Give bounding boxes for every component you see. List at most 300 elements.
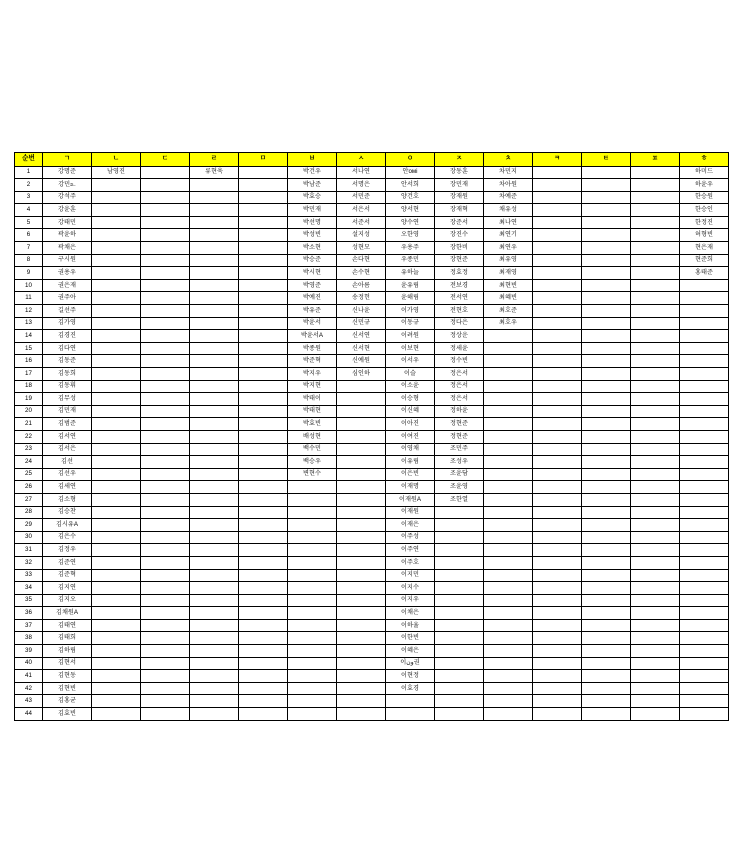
name-cell[interactable]: 김동준 (43, 355, 92, 368)
name-cell[interactable] (680, 544, 729, 557)
name-cell[interactable]: 차아원 (484, 179, 533, 192)
name-cell[interactable]: 서은서 (337, 204, 386, 217)
name-cell[interactable]: 장재혁 (435, 204, 484, 217)
name-cell[interactable] (435, 632, 484, 645)
name-cell[interactable] (582, 708, 631, 721)
name-cell[interactable] (190, 430, 239, 443)
name-cell[interactable] (190, 305, 239, 318)
name-cell[interactable] (631, 582, 680, 595)
column-header-8[interactable]: ㅇ (386, 153, 435, 167)
name-cell[interactable] (92, 380, 141, 393)
name-cell[interactable] (190, 317, 239, 330)
name-cell[interactable] (239, 267, 288, 280)
name-cell[interactable]: 남영진 (92, 166, 141, 179)
name-cell[interactable] (680, 493, 729, 506)
name-cell[interactable] (484, 556, 533, 569)
name-cell[interactable] (92, 368, 141, 381)
name-cell[interactable]: 우용주 (386, 242, 435, 255)
name-cell[interactable]: 김태연 (43, 619, 92, 632)
name-cell[interactable] (631, 305, 680, 318)
name-cell[interactable] (484, 380, 533, 393)
name-cell[interactable] (239, 670, 288, 683)
name-cell[interactable] (582, 582, 631, 595)
name-cell[interactable] (484, 695, 533, 708)
name-cell[interactable]: 이하율 (386, 619, 435, 632)
name-cell[interactable] (484, 393, 533, 406)
name-cell[interactable] (92, 506, 141, 519)
name-cell[interactable] (631, 493, 680, 506)
name-cell[interactable] (582, 594, 631, 607)
name-cell[interactable]: 정세윤 (435, 342, 484, 355)
name-cell[interactable]: 박지우 (288, 368, 337, 381)
name-cell[interactable] (92, 267, 141, 280)
name-cell[interactable] (631, 519, 680, 532)
name-cell[interactable] (484, 418, 533, 431)
name-cell[interactable] (680, 342, 729, 355)
name-cell[interactable]: 최호준 (484, 305, 533, 318)
column-header-6[interactable]: ㅂ (288, 153, 337, 167)
name-cell[interactable] (141, 468, 190, 481)
name-cell[interactable] (92, 191, 141, 204)
name-cell[interactable] (680, 405, 729, 418)
name-cell[interactable] (190, 368, 239, 381)
name-cell[interactable] (484, 430, 533, 443)
name-cell[interactable] (92, 493, 141, 506)
row-number-cell[interactable]: 24 (15, 456, 43, 469)
name-cell[interactable]: 최호우 (484, 317, 533, 330)
row-number-cell[interactable]: 36 (15, 607, 43, 620)
name-cell[interactable] (141, 179, 190, 192)
name-cell[interactable]: 안서희 (386, 179, 435, 192)
name-cell[interactable] (631, 481, 680, 494)
name-cell[interactable] (92, 418, 141, 431)
name-cell[interactable] (631, 229, 680, 242)
row-number-cell[interactable]: 17 (15, 368, 43, 381)
name-cell[interactable] (533, 191, 582, 204)
name-cell[interactable]: 박민재 (288, 204, 337, 217)
name-cell[interactable] (680, 368, 729, 381)
name-cell[interactable] (239, 229, 288, 242)
name-cell[interactable] (680, 317, 729, 330)
name-cell[interactable] (190, 531, 239, 544)
row-number-cell[interactable]: 1 (15, 166, 43, 179)
name-cell[interactable] (582, 657, 631, 670)
name-cell[interactable] (239, 569, 288, 582)
name-cell[interactable] (141, 430, 190, 443)
name-cell[interactable]: 정다은 (435, 317, 484, 330)
name-cell[interactable] (484, 544, 533, 557)
name-cell[interactable]: 권은재 (43, 279, 92, 292)
name-cell[interactable] (239, 355, 288, 368)
name-cell[interactable]: 장진수 (435, 229, 484, 242)
name-cell[interactable] (190, 254, 239, 267)
name-cell[interactable] (435, 607, 484, 620)
name-cell[interactable] (582, 481, 631, 494)
name-cell[interactable] (582, 456, 631, 469)
name-cell[interactable]: 하윤우 (680, 179, 729, 192)
name-cell[interactable] (190, 569, 239, 582)
name-cell[interactable] (141, 632, 190, 645)
name-cell[interactable] (190, 456, 239, 469)
name-cell[interactable] (92, 204, 141, 217)
name-cell[interactable] (582, 368, 631, 381)
name-cell[interactable] (92, 544, 141, 557)
row-number-cell[interactable]: 43 (15, 695, 43, 708)
name-cell[interactable] (631, 242, 680, 255)
name-cell[interactable]: 윤유림 (386, 279, 435, 292)
name-cell[interactable] (288, 645, 337, 658)
name-cell[interactable] (631, 443, 680, 456)
column-header-5[interactable]: ㅁ (239, 153, 288, 167)
name-cell[interactable] (484, 531, 533, 544)
name-cell[interactable] (680, 430, 729, 443)
name-cell[interactable] (239, 493, 288, 506)
name-cell[interactable]: 변현수 (288, 468, 337, 481)
name-cell[interactable] (435, 645, 484, 658)
name-cell[interactable] (141, 342, 190, 355)
name-cell[interactable]: 김지오 (43, 594, 92, 607)
row-number-cell[interactable]: 11 (15, 292, 43, 305)
name-cell[interactable]: 이주성 (386, 531, 435, 544)
name-cell[interactable] (239, 279, 288, 292)
name-cell[interactable]: 안омi (386, 166, 435, 179)
row-number-cell[interactable]: 19 (15, 393, 43, 406)
name-cell[interactable] (631, 418, 680, 431)
name-cell[interactable] (435, 569, 484, 582)
name-cell[interactable]: 현은재 (680, 242, 729, 255)
name-cell[interactable] (239, 380, 288, 393)
name-cell[interactable] (190, 342, 239, 355)
name-cell[interactable]: 김경진 (43, 330, 92, 343)
name-cell[interactable] (141, 481, 190, 494)
name-cell[interactable] (631, 204, 680, 217)
name-cell[interactable] (190, 695, 239, 708)
row-number-cell[interactable]: 23 (15, 443, 43, 456)
name-cell[interactable] (533, 443, 582, 456)
name-cell[interactable] (582, 682, 631, 695)
name-cell[interactable]: 이효경 (386, 682, 435, 695)
row-number-cell[interactable]: 38 (15, 632, 43, 645)
name-cell[interactable]: 장민재 (435, 179, 484, 192)
name-cell[interactable] (680, 468, 729, 481)
name-cell[interactable] (239, 544, 288, 557)
name-cell[interactable] (680, 708, 729, 721)
name-cell[interactable] (92, 657, 141, 670)
row-number-cell[interactable]: 25 (15, 468, 43, 481)
name-cell[interactable] (533, 708, 582, 721)
name-cell[interactable]: 이가영 (386, 305, 435, 318)
name-cell[interactable] (680, 556, 729, 569)
name-cell[interactable] (288, 594, 337, 607)
name-cell[interactable] (680, 670, 729, 683)
name-cell[interactable]: 박선명 (288, 216, 337, 229)
name-cell[interactable] (288, 556, 337, 569)
name-cell[interactable] (582, 493, 631, 506)
name-cell[interactable]: 박효승 (288, 191, 337, 204)
name-cell[interactable] (239, 682, 288, 695)
name-cell[interactable] (386, 695, 435, 708)
name-cell[interactable]: 김준연 (43, 556, 92, 569)
name-cell[interactable]: 권용우 (43, 267, 92, 280)
name-cell[interactable] (631, 216, 680, 229)
name-cell[interactable] (533, 242, 582, 255)
name-cell[interactable] (533, 468, 582, 481)
name-cell[interactable] (680, 393, 729, 406)
name-cell[interactable]: 장현준 (435, 254, 484, 267)
name-cell[interactable] (92, 216, 141, 229)
name-cell[interactable] (141, 569, 190, 582)
name-cell[interactable] (141, 418, 190, 431)
name-cell[interactable] (680, 531, 729, 544)
name-cell[interactable]: 최현빈 (484, 279, 533, 292)
name-cell[interactable]: 백수민 (288, 443, 337, 456)
name-cell[interactable] (190, 670, 239, 683)
name-cell[interactable] (533, 405, 582, 418)
name-cell[interactable] (141, 242, 190, 255)
name-cell[interactable]: 박윤서 (288, 317, 337, 330)
name-cell[interactable] (141, 645, 190, 658)
name-cell[interactable] (435, 695, 484, 708)
name-cell[interactable] (141, 204, 190, 217)
name-cell[interactable]: 심인하 (337, 368, 386, 381)
name-cell[interactable] (141, 544, 190, 557)
name-cell[interactable] (533, 204, 582, 217)
name-cell[interactable] (337, 430, 386, 443)
name-cell[interactable] (239, 254, 288, 267)
name-cell[interactable] (92, 481, 141, 494)
name-cell[interactable]: 김현빈 (43, 682, 92, 695)
row-number-cell[interactable]: 27 (15, 493, 43, 506)
name-cell[interactable] (631, 645, 680, 658)
name-cell[interactable] (484, 657, 533, 670)
name-cell[interactable]: 유하늘 (386, 267, 435, 280)
name-cell[interactable] (582, 443, 631, 456)
name-cell[interactable] (239, 708, 288, 721)
name-cell[interactable] (582, 229, 631, 242)
name-cell[interactable]: 이혜은 (386, 645, 435, 658)
name-cell[interactable] (190, 279, 239, 292)
column-header-14[interactable]: ㅎ (680, 153, 729, 167)
name-cell[interactable] (288, 519, 337, 532)
name-cell[interactable]: 손다현 (337, 254, 386, 267)
name-cell[interactable] (141, 405, 190, 418)
name-cell[interactable] (582, 430, 631, 443)
name-cell[interactable] (484, 493, 533, 506)
name-cell[interactable] (484, 594, 533, 607)
name-cell[interactable]: 박준혁 (288, 355, 337, 368)
name-cell[interactable]: 이재원 (386, 506, 435, 519)
name-cell[interactable]: 이은빈 (386, 468, 435, 481)
name-cell[interactable] (631, 531, 680, 544)
name-cell[interactable] (92, 695, 141, 708)
name-cell[interactable] (582, 317, 631, 330)
name-cell[interactable] (190, 556, 239, 569)
row-number-cell[interactable]: 6 (15, 229, 43, 242)
name-cell[interactable] (141, 456, 190, 469)
name-cell[interactable] (484, 645, 533, 658)
name-cell[interactable] (680, 607, 729, 620)
name-cell[interactable]: 박종원 (288, 342, 337, 355)
name-cell[interactable]: 김현동 (43, 670, 92, 683)
name-cell[interactable]: 길선주 (43, 305, 92, 318)
name-cell[interactable] (288, 682, 337, 695)
name-cell[interactable] (533, 544, 582, 557)
name-cell[interactable] (190, 393, 239, 406)
name-cell[interactable] (288, 657, 337, 670)
name-cell[interactable] (533, 594, 582, 607)
name-cell[interactable]: 장동훈 (435, 166, 484, 179)
name-cell[interactable]: 이려원 (386, 330, 435, 343)
name-cell[interactable] (92, 556, 141, 569)
name-cell[interactable]: 정효정 (435, 267, 484, 280)
name-cell[interactable] (92, 430, 141, 443)
name-cell[interactable]: 김서연 (43, 430, 92, 443)
name-cell[interactable] (582, 242, 631, 255)
row-number-cell[interactable]: 3 (15, 191, 43, 204)
name-cell[interactable] (190, 380, 239, 393)
name-cell[interactable]: 김가영 (43, 317, 92, 330)
name-cell[interactable]: 홍태준 (680, 267, 729, 280)
name-cell[interactable] (582, 254, 631, 267)
name-cell[interactable] (92, 305, 141, 318)
name-cell[interactable]: 신민규 (337, 317, 386, 330)
name-cell[interactable] (582, 556, 631, 569)
name-cell[interactable]: 이재명 (386, 481, 435, 494)
name-cell[interactable]: 김채원A (43, 607, 92, 620)
name-cell[interactable]: 박태현 (288, 405, 337, 418)
name-cell[interactable]: 김소형 (43, 493, 92, 506)
name-cell[interactable]: 차예준 (484, 191, 533, 204)
name-cell[interactable] (337, 645, 386, 658)
name-cell[interactable] (288, 544, 337, 557)
name-cell[interactable] (484, 569, 533, 582)
name-cell[interactable]: 정현준 (435, 418, 484, 431)
name-cell[interactable] (141, 267, 190, 280)
name-cell[interactable]: 조윤영 (435, 481, 484, 494)
name-cell[interactable]: 김동희 (43, 368, 92, 381)
name-cell[interactable] (141, 355, 190, 368)
name-cell[interactable]: 한승인 (680, 204, 729, 217)
name-cell[interactable]: 백승우 (288, 456, 337, 469)
row-number-cell[interactable]: 32 (15, 556, 43, 569)
name-cell[interactable] (190, 682, 239, 695)
name-cell[interactable] (631, 682, 680, 695)
name-cell[interactable] (631, 393, 680, 406)
name-cell[interactable] (141, 708, 190, 721)
name-cell[interactable] (190, 229, 239, 242)
name-cell[interactable] (92, 355, 141, 368)
name-cell[interactable]: 김범준 (43, 418, 92, 431)
name-cell[interactable] (680, 355, 729, 368)
name-cell[interactable] (631, 670, 680, 683)
name-cell[interactable] (239, 179, 288, 192)
name-cell[interactable] (141, 594, 190, 607)
name-cell[interactable]: 박태이 (288, 393, 337, 406)
name-cell[interactable] (435, 531, 484, 544)
name-cell[interactable]: 배성현 (288, 430, 337, 443)
row-number-cell[interactable]: 21 (15, 418, 43, 431)
name-cell[interactable] (288, 506, 337, 519)
name-cell[interactable] (631, 279, 680, 292)
name-cell[interactable] (631, 342, 680, 355)
name-cell[interactable] (533, 632, 582, 645)
name-cell[interactable] (239, 191, 288, 204)
name-cell[interactable] (190, 216, 239, 229)
name-cell[interactable] (435, 682, 484, 695)
row-number-cell[interactable]: 18 (15, 380, 43, 393)
name-cell[interactable]: 이주연 (386, 544, 435, 557)
name-cell[interactable] (435, 708, 484, 721)
name-cell[interactable]: 강명준 (43, 166, 92, 179)
name-cell[interactable] (239, 594, 288, 607)
name-cell[interactable]: 이아진 (386, 418, 435, 431)
column-header-1[interactable]: ㄱ (43, 153, 92, 167)
name-cell[interactable] (582, 670, 631, 683)
name-cell[interactable] (484, 607, 533, 620)
name-cell[interactable] (533, 380, 582, 393)
name-cell[interactable] (337, 519, 386, 532)
name-cell[interactable]: 서나연 (337, 166, 386, 179)
name-cell[interactable] (533, 292, 582, 305)
name-cell[interactable] (239, 405, 288, 418)
name-cell[interactable] (92, 405, 141, 418)
name-cell[interactable] (92, 582, 141, 595)
name-cell[interactable]: 최재영 (484, 267, 533, 280)
name-cell[interactable] (190, 267, 239, 280)
name-cell[interactable] (92, 179, 141, 192)
name-cell[interactable]: 정수빈 (435, 355, 484, 368)
name-cell[interactable] (631, 468, 680, 481)
name-cell[interactable] (92, 330, 141, 343)
name-cell[interactable]: 손수현 (337, 267, 386, 280)
name-cell[interactable]: 박유준 (288, 305, 337, 318)
name-cell[interactable] (533, 368, 582, 381)
name-cell[interactable]: 전보경 (435, 279, 484, 292)
name-cell[interactable]: 이ون권 (386, 657, 435, 670)
row-number-cell[interactable]: 35 (15, 594, 43, 607)
name-cell[interactable] (92, 279, 141, 292)
name-cell[interactable] (631, 594, 680, 607)
name-cell[interactable] (190, 418, 239, 431)
name-cell[interactable] (582, 405, 631, 418)
name-cell[interactable]: 차민지 (484, 166, 533, 179)
name-cell[interactable] (190, 443, 239, 456)
name-cell[interactable]: 김하림 (43, 645, 92, 658)
name-cell[interactable]: 한정진 (680, 216, 729, 229)
name-cell[interactable] (239, 305, 288, 318)
name-cell[interactable] (337, 393, 386, 406)
name-cell[interactable]: 서준서 (337, 216, 386, 229)
name-cell[interactable]: 김무성 (43, 393, 92, 406)
name-cell[interactable]: 김동휘 (43, 380, 92, 393)
column-header-11[interactable]: ㅋ (533, 153, 582, 167)
name-cell[interactable] (337, 682, 386, 695)
name-cell[interactable] (533, 493, 582, 506)
name-cell[interactable]: 이현정 (386, 670, 435, 683)
name-cell[interactable]: 조성우 (435, 456, 484, 469)
name-cell[interactable] (582, 166, 631, 179)
name-cell[interactable] (631, 330, 680, 343)
name-cell[interactable] (190, 468, 239, 481)
name-cell[interactable] (337, 405, 386, 418)
name-cell[interactable]: 정은서 (435, 380, 484, 393)
name-cell[interactable] (190, 645, 239, 658)
name-cell[interactable]: 채유성 (484, 204, 533, 217)
name-cell[interactable] (680, 443, 729, 456)
name-cell[interactable]: 전서연 (435, 292, 484, 305)
column-header-7[interactable]: ㅅ (337, 153, 386, 167)
name-cell[interactable] (680, 506, 729, 519)
